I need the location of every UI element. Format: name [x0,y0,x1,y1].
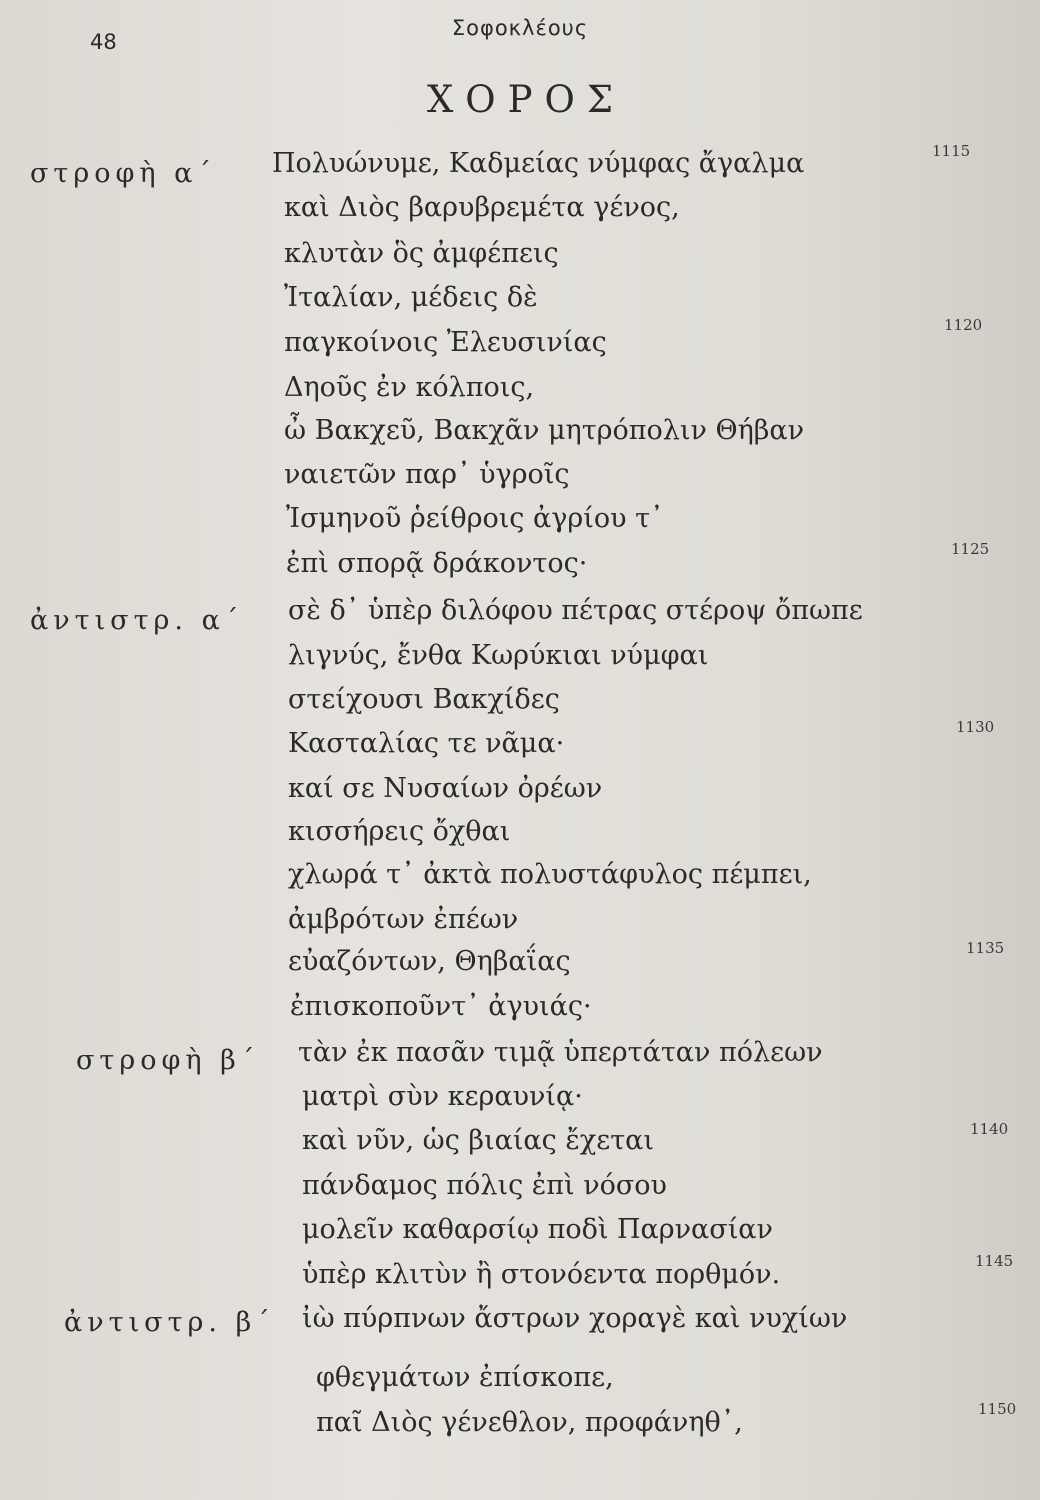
page-number: 48 [90,30,117,54]
line-number: 1115 [932,142,971,160]
verse-line: κισσήρεις ὄχθαι [288,816,511,847]
verse-line: Πολυώνυμε, Καδμείας νύμφας ἄγαλμα [272,148,805,179]
verse-line: Κασταλίας τε νᾶμα· [288,728,565,759]
verse-line: στείχουσι Βακχίδες [288,684,560,715]
line-number: 1145 [975,1252,1014,1270]
verse-line: Δηοῦς ἐν κόλποις, [284,372,535,403]
verse-line: παῖ Διὸς γένεθλον, προφάνηθ᾽, [316,1407,743,1438]
verse-line: καὶ Διὸς βαρυβρεμέτα γένος, [284,192,680,223]
verse-line: καί σε Νυσαίων ὀρέων [288,773,603,804]
verse-line: ἀμβρότων ἐπέων [288,904,519,935]
verse-line: μολεῖν καθαρσίῳ ποδὶ Παρνασίαν [302,1214,773,1245]
section-label-strophe-1: στροφὴ α΄ [30,158,216,189]
verse-line: ἰὼ πύρπνων ἄστρων χοραγὲ καὶ νυχίων [302,1303,848,1334]
section-title: ΧΟΡΟΣ [426,78,626,121]
verse-line: ὑπὲρ κλιτὺν ἢ στονόεντα πορθμόν. [302,1259,781,1290]
verse-line: πάνδαμος πόλις ἐπὶ νόσου [302,1170,667,1201]
section-label-antistrophe-2: ἀντιστρ. β΄ [64,1307,275,1338]
verse-line: εὐαζόντων, Θηβαΐας [288,946,571,977]
verse-line: τὰν ἐκ πασᾶν τιμᾷ ὑπερτάταν πόλεων [298,1037,823,1068]
line-number: 1130 [956,718,995,736]
verse-line: ματρὶ σὺν κεραυνίᾳ· [302,1081,583,1112]
section-label-strophe-2: στροφὴ β΄ [76,1045,260,1076]
verse-line: ὦ Βακχεῦ, Βακχᾶν μητρόπολιν Θήβαν [284,415,805,446]
running-head: Σοφοκλέους [451,16,589,40]
line-number: 1135 [966,939,1005,957]
line-number: 1140 [970,1120,1009,1138]
section-label-antistrophe-1: ἀντιστρ. α΄ [30,605,244,636]
verse-line: σὲ δ᾽ ὑπὲρ διλόφου πέτρας στέροψ ὄπωπε [288,595,863,626]
line-number: 1150 [978,1400,1017,1418]
verse-line: Ἰταλίαν, μέδεις δὲ [284,282,538,313]
line-number: 1120 [944,316,983,334]
verse-line: λιγνύς, ἔνθα Κωρύκιαι νύμφαι [288,640,709,671]
line-number: 1125 [951,540,990,558]
verse-line: παγκοίνοις Ἐλευσινίας [284,327,607,358]
verse-line: ἐπισκοποῦντ᾽ ἀγυιάς· [290,991,592,1022]
verse-line: χλωρά τ᾽ ἀκτὰ πολυστάφυλος πέμπει, [288,859,812,890]
verse-line: κλυτὰν ὃς ἀμφέπεις [284,238,559,269]
verse-line: Ἰσμηνοῦ ῥείθροις ἀγρίου τ᾽ [286,503,664,534]
verse-line: φθεγμάτων ἐπίσκοπε, [316,1362,614,1393]
verse-line: ναιετῶν παρ᾽ ὑγροῖς [284,459,570,490]
verse-line: ἐπὶ σπορᾷ δράκοντος· [286,548,588,579]
verse-line: καὶ νῦν, ὡς βιαίας ἔχεται [302,1125,654,1156]
